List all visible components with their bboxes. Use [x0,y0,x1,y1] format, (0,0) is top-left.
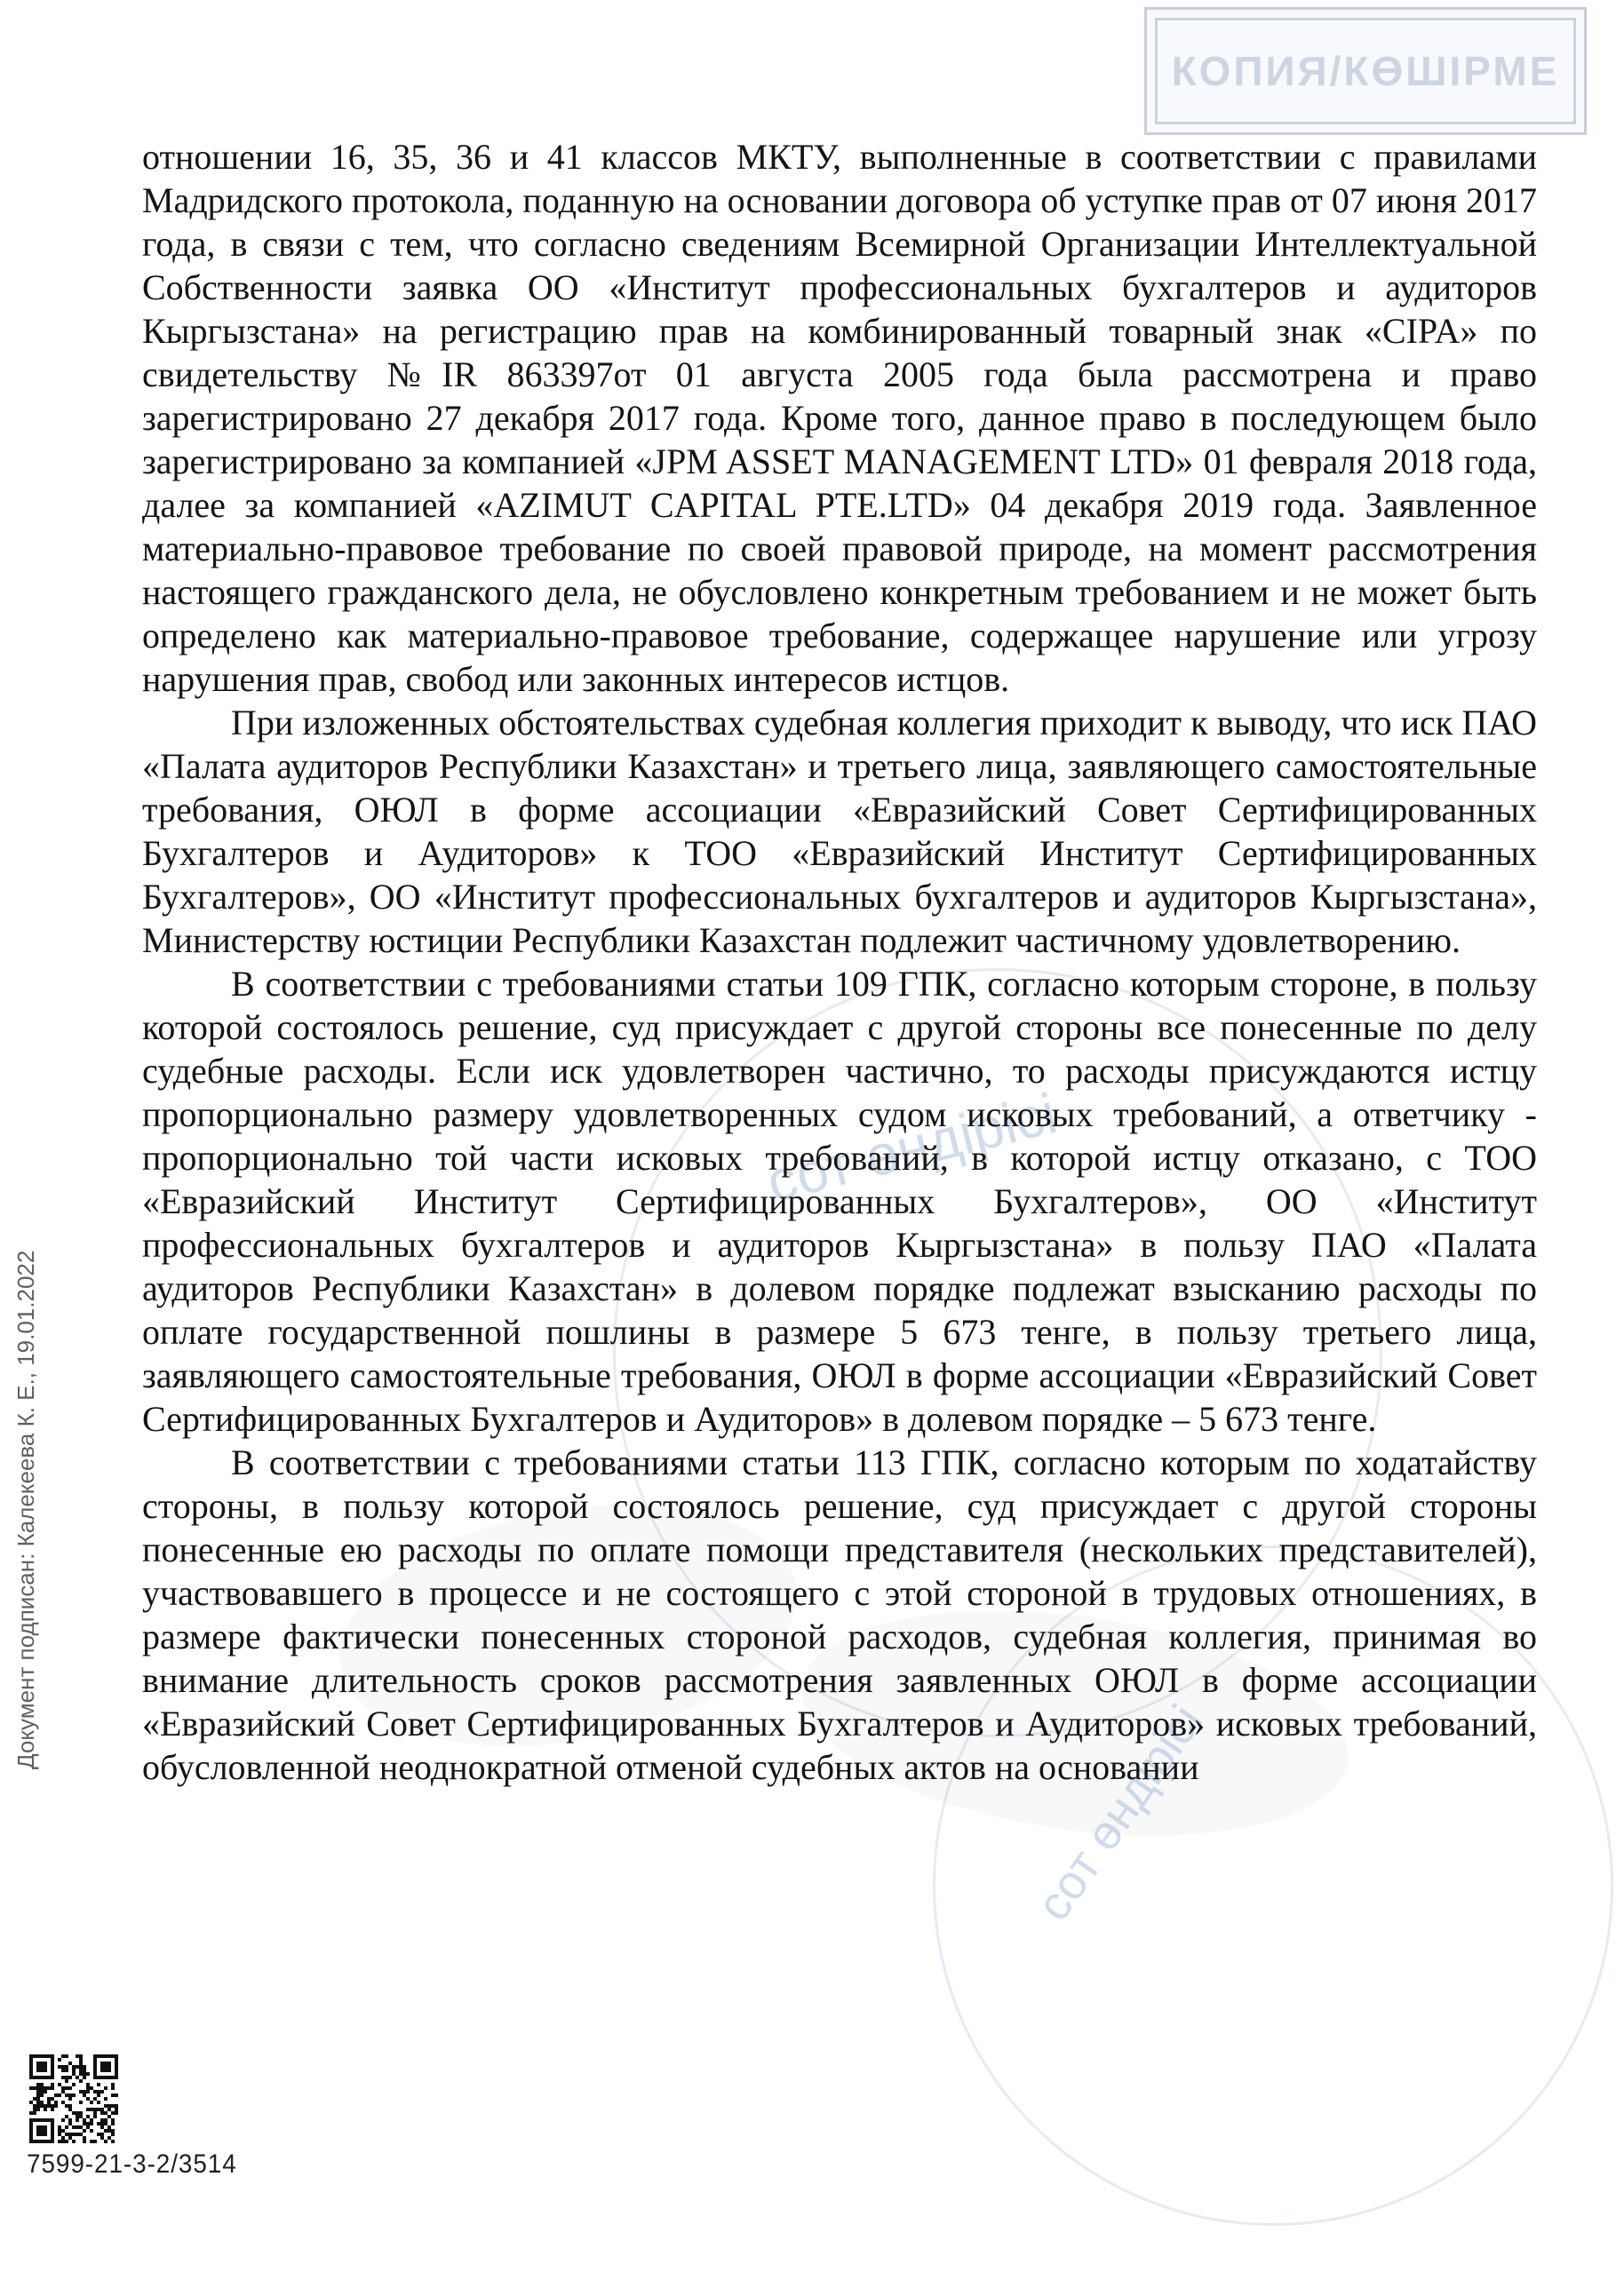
document-number: 7599-21-3-2/3514 [27,2149,237,2179]
signature-note: Документ подписан: Калекеева К. Е., 19.01.2022 [12,1250,39,1769]
body-paragraph: В соответствии с требованиями статьи 109 ГПК, согласно которым стороне, в пользу которой состоялось решение, суд присуждает с другой стороны все понесенные по делу судебные расходы. Если иск удовлетворен частично, то расходы присуждаются истцу пропорционально размеру удовлетворенных судом исковых требований, а ответчику - пропорционально той части исковых требований, в которой истцу отказано, с ТОО «Евразийский Институт Сертифицированных Бухгалтеров», ОО «Институт профессиональных бухгалтеров и аудиторов Кыргызстана» в пользу ПАО «Палата аудиторов Республики Казахстан» в долевом порядке подлежат взысканию расходы по оплате государственной пошлины в размере 5 673 тенге, в пользу третьего лица, заявляющего самостоятельные требования, ОЮЛ в форме ассоциации «Евразийский Совет Сертифицированных Бухгалтеров и Аудиторов» в долевом порядке – 5 673 тенге. [142,964,1537,1439]
qr-code [29,2054,118,2143]
copy-stamp [1144,7,1587,135]
body-paragraph: отношении 16, 35, 36 и 41 классов МКТУ, выполненные в соответствии с правилами Мадридского протокола, поданную на основании договора об уступке прав от 07 июня 2017 года, в связи с тем, что согласно сведениям Всемирной Организации Интеллектуальной Собственности заявка ОО «Институт профессиональных бухгалтеров и аудиторов Кыргызстана» на регистрацию прав на комбинированный товарный знак «CIPA» по свидетельству №IR 863397от 01 августа 2005 года была рассмотрена и право зарегистрировано 27 декабря 2017 года. Кроме того, данное право в последующем было зарегистрировано за компанией «JPM ASSET MANAGEMENT LTD» 01 февраля 2018 года, далее за компанией «AZIMUT CAPITAL PTE.LTD» 04 декабря 2019 года. Заявленное материально-правовое требование по своей правовой природе, на момент рассмотрения настоящего гражданского дела, не обусловлено конкретным требованием и не может быть определено как материально-правовое требование, содержащее нарушение или угрозу нарушения прав, свобод или законных интересов истцов. [142,137,1537,699]
watermark-text: сот өндірісі [760,1080,1063,1215]
document-body [142,135,1537,1789]
copy-stamp-label: КОПИЯ/КӨШІРМЕ [1171,48,1560,94]
body-paragraph: В соответствии с требованиями статьи 113 ГПК, согласно которым по ходатайству стороны, в пользу которой состоялось решение, суд присуждает с другой стороны понесенные ею расходы по оплате помощи представителя (нескольких представителей), участвовавшего в процессе и не состоящего с этой стороной в трудовых отношениях, в размере фактически понесенных стороной расходов, судебная коллегия, принимая во внимание длительность сроков рассмотрения заявленных ОЮЛ в форме ассоциации «Евразийский Совет Сертифицированных Бухгалтеров и Аудиторов» исковых требований, обусловленной неоднократной отменой судебных актов на основании [142,1442,1537,1787]
watermark-text: сот өндірісі [1026,1695,1214,1931]
copy-stamp-frame [1155,18,1576,124]
body-paragraph: При изложенных обстоятельствах судебная коллегия приходит к выводу, что иск ПАО «Палата аудиторов Республики Казахстан» и третьего лица, заявляющего самостоятельные требования, ОЮЛ в форме ассоциации «Евразийский Совет Сертифицированных Бухгалтеров и Аудиторов» к ТОО «Евразийский Институт Сертифицированных Бухгалтеров», ОО «Институт профессиональных бухгалтеров и аудиторов Кыргызстана», Министерству юстиции Республики Казахстан подлежит частичному удовлетворению. [142,703,1537,960]
